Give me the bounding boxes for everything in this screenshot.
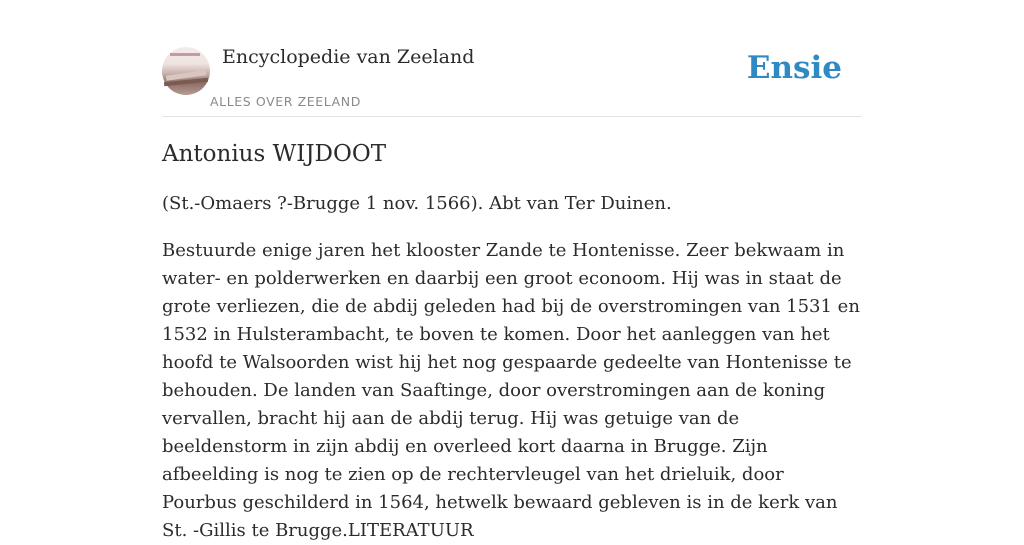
site-subtitle: ALLES OVER ZEELAND (210, 94, 361, 109)
site-title-link[interactable]: Encyclopedie van Zeeland (222, 46, 475, 68)
article-lead: (St.-Omaers ?-Brugge 1 nov. 1566). Abt van Ter Duinen. (162, 193, 672, 214)
brand-logo-link[interactable]: Ensie (746, 50, 842, 86)
article-title: Antonius WIJDOOT (162, 141, 387, 167)
article-content (162, 138, 862, 545)
article-body: Bestuurde enige jaren het klooster Zande te Hontenisse. Zeer bekwaam in water- en polderwerken en daarbij een groot econoom. Hij was in staat de grote verliezen, die de abdij geleden had bij de overstromingen van 1531 en 1532 in Hulsterambacht, te boven te komen. Door het aanleggen van het hoofd te Walsoorden wist hij het nog gespaarde gedeelte van Hontenisse te behouden. De landen van Saaftinge, door overstromingen aan de koning vervallen, bracht hij aan de abdij terug. Hij was getuige van de beeldenstorm in zijn abdij en overleed kort daarna in Brugge. Zijn afbeelding is nog te zien op de rechtervleugel van het drieluik, door Pourbus geschilderd in 1564, hetwelk bewaard gebleven is in de kerk van St. -Gillis te Brugge.LITERATUUR (162, 240, 860, 541)
site-header (162, 40, 862, 117)
encyclopedia-avatar-icon[interactable] (162, 47, 210, 95)
avatar-detail (170, 53, 200, 56)
